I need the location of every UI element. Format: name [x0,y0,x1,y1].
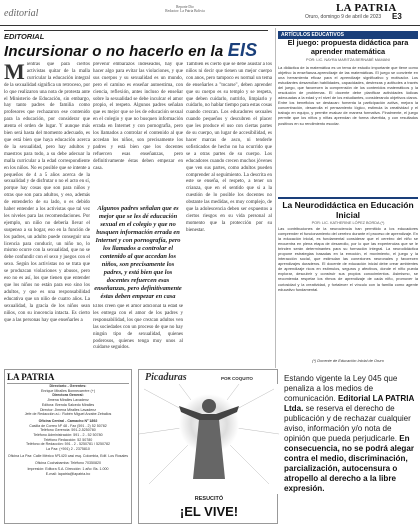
masthead-line: E-mail: lapatria@lapatria.bo [45,471,91,476]
masthead-line: Casilla de Correo Nº 48 - Fax (591 - 2) 52 50782 [29,423,107,428]
masthead-line: La Paz: (+591) 2 - 2375810 [46,447,90,452]
editorial-column-1 [4,62,90,362]
column-2-text: prevenir embarazos indeseados, hay que hacer algo para evitar las violaciones, y que sus cuerpos y su sexualidad es un mundo, pero el camino es enseñar autoestima, con ciencia, reflexión, antes incluso de enseñar sobre la sexualidad se debe inculcar el amor propio, el respeto. Algunos padres señalan que es mejor que se les de educación sexual en el colegio y que no busquen información errada en Internet y con pornografía, pero los llamados a controlar el contenido al que accedan los niños, son precisamente los padres y está bien que los docentes refuercen esas enseñanzas, pero definitivamente éstas deben empezar en casa. [93,62,183,171]
page-number: E3 [392,12,402,21]
article-headline: El juego: propuesta didáctica para aprender matemática [287,38,409,56]
column-divider [275,28,276,368]
legal-notice [284,374,418,494]
column-1-text: ientras que para ciertos activistas quitar de la malla curricular la educación integral de la sexualidad significa un retroceso, por lo que realizaron una nota de protesta ante el Ministerio de Educación, sin embargo, hay tanto padres de familia como profesores que rechazaron ese contenido para la educación, por considerar que atenta el orden de lugar. Y aunque más bien será hasta del momento adecuado, es que está bien que haya educación acerca de la sexualidad, pero hay adultos y maestros para todo, a su debe adecuar la malla curricular a la edad correspondiente en los niños. No es posible que se intente a pequeños de 4 a 5 años acerca de la sexualidad y de disfrutar o no el acto en sí, porque hay cosas que son para niños y otras que son para adultos, y eso, además de entenderlo de su lado, o es debido haber entender a los activistas que tal vez les niveles para las recomendaciones. Por ejemplo, un niño no debería llevar el suspenso a su hogar, eso en la función de los padres, un adulto puede conseguir una licencia para conducir, un niño no, lo mismo ocurre con la sexualidad, que no se debe confundir con el sexo y juegos con el sexo. Según los activistas no se trata que se produzcan violaciones y abusos, pero eso no es así, los que tienen que entender que los niños no están para eso sino los adultos, y que es una responsabilidad educativa que un niño de cuatro años. La sexualidad, la gracia de los niños sean niños, con su inocencia intacta. Es cierto que a las personas hay que enseñarles a [4,62,90,323]
masthead-line: Teléfono de Redacción: 591 - 2 - 5250781 / 5250782 [26,442,110,447]
article-byline: POR: LIC. NAYRA MARITZA BERNABÉ MAMANI [306,58,390,62]
masthead-box [4,369,132,524]
editorial-tag: EDITORIAL [4,30,268,41]
cartoon-line-2: ¡EL VIVE! [179,504,239,519]
neuro-article [278,197,418,225]
cartoon-panel [138,369,278,524]
article-body [278,65,418,193]
masthead-line: Enrique Miralles Bonnecarrère (+) [40,388,96,393]
articles-section-label: ARTÍCULOS EDUCATIVOS [278,31,418,39]
notice-bold-a: Editorial LA PATRIA Ltda. [284,394,414,413]
pull-quote: Algunos padres señalan que es mejor que se les dé educación sexual en el colegio y que no busquen información errada en Internet y con pornografía, pero los llamados a controlar el contenido al que accedan los niños, son precisamente los padres, y está bien que los docentes refuercen esas enseñanzas, pero definitivamente éstas deben empezar en casa [94,205,182,300]
neuro-body-text: Las contribuciones de la neurociencia han permitido a los educadores comprender el funcionamiento del cerebro durante el proceso de aprendizaje. En la educación inicial, es fundamental considerar que el cerebro del niño se encuentra en plena etapa de desarrollo, por lo que las experiencias que se le brinden serán determinantes para su formación integral. La neurodidáctica propone estrategias basadas en la emoción, el movimiento, el juego y la interacción social, que estimulan las conexiones neuronales y favorecen aprendizajes duraderos. El docente de educación inicial debe crear ambientes de aprendizaje ricos en estímulos, seguros y afectivos, donde el niño pueda explorar, descubrir y construir sus propios conocimientos. Asimismo, se recomienda respetar los ritmos de aprendizaje de cada niño, promover la curiosidad y la creatividad, y fortalecer el vínculo con la familia como agente educativo fundamental. [278,226,418,292]
headline-eis: EIS [227,40,258,60]
section-label: editorial [4,8,39,19]
masthead-line: Teléfono Gerencia: 591-2-5250780 [40,428,96,433]
masthead-line: Directorio - Gerentes: [49,384,87,388]
masthead-line: Impresión: Editora S.A. Dirección: 1 año: Bs. 1.000 [27,467,109,472]
drop-cap: M [4,62,25,84]
masthead-line: Director: Jimena Miralles Lavadenz [39,407,97,412]
editorial-headline [4,40,268,61]
masthead-line: Jefe de Redacción a.i.: Rubén Miguel Arzabe Zeballos [24,412,112,417]
notice-text-b: se reserva el derecho de publicación y de rechazar cualquier aviso, información y/o nota de opinión que pueda perjudicarle. [284,404,411,443]
masthead-line: Teléfono Redacción: 52 50780 [43,437,93,442]
neuro-headline: La Neurodidáctica en Educación Inicial [282,200,414,220]
masthead-line: Oficina Cochabamba: Teléfono 70350820 [34,460,102,465]
headline-text: Incursionar o no hacerlo en la [4,43,228,60]
masthead-line: Editora: Brenda Salcedo Miralles [41,402,95,407]
masthead-line: Oficina La Paz: Calle México Nº1420 casi esq. Colombia, Edif. Los Rosales [7,453,129,458]
header-credits [155,5,215,13]
column-3-text: También es cierto que se debe asustar a los niños ni decir que tienen un mejor cuerpo con anos, pero tampoco es normal un tema de enseñarles a "tocarse", deben aprender que su cuerpo es su templo y se respeta, que deben cuidarlo, nutrirlo, limpiarlo y cuidarlo, no hablar tiempo para estas cosas cuando crezcan. Los educadores sexuales cuando pequeños y descubren el placer que les produce el uso con ciertas partes de su cuerpo, un lugar de accesibilidad, es hacer marcas de asco, ni tenderle sofisticados de hecho no ha ocurrido que se a otras partes de su cuerpo. Los educadores cuando crecen muchos jóvenes que ven sus partes, como adultos pueden comprender al seguimiento. La descrita en este se enseña, el respeto, a tener un crianza, que en el sentido que si a la cuestión de lo posible los docentes no obstante las medidas, es muy complejo, de que la adolescencia deben ser expuestos a ciertos riesgos en su vida personal al momento que la protección por su bienestar. [186,62,272,233]
notice-text-a: Estando vigente la Ley 045 que penaliza a los medios de comunicación. [284,374,398,403]
masthead-line: Teléfono Administración: 591 - 2 - 52 50780 [33,433,103,438]
editorial-column-2 [93,62,183,202]
neuro-byline: POR: LIC. KATHERINE LÓPEZ BORDA (*) [311,221,385,225]
masthead-line: Oficina Central - Camacho Nº 1892 [38,418,98,423]
neuro-footer: (*) Docente de Educación Inicial de Oruro [312,358,384,363]
header-credit-line: Reporte Dio [176,5,194,9]
masthead-line: Jimena Miralles Lavadenz [47,398,89,403]
masthead-logo: LA PATRIA [7,372,129,384]
issue-date: Oruro, domingo 9 de abril de 2023 [305,14,382,20]
masthead-line: Directora General: [52,393,84,398]
cartoon-title: Picaduras [145,372,187,383]
brand-logo: LA PATRIA [336,2,397,14]
editorial-column-2-bottom [93,304,183,362]
cartoon-line-1: RESUCITÓ [194,496,224,502]
neuro-body [278,226,418,356]
header-credit-line: Redactor: La Patria Bolivia [165,9,205,14]
cartoon-credit: POR COQUITO [221,376,253,381]
notice-bold-b: En consecuencia, no se podrá alegar contra el medio, discriminación, parcialización, autocensura o atropello al derecho a la libre expresión. [284,434,414,493]
masthead-lines [7,384,129,477]
page-header [0,0,420,26]
editorial-column-3 [186,62,272,362]
column-2-bottom-text: Ellos creen que el amor adicional la edad se les entrega con el amor de los padres y responsabilidad, los que crezcan adultos ven las sociedades con un proceso de que no hay ningún tipo de sexualidad, quienes poderosos, quienes tenga muy unos al cuidarse seguidos. [93,304,183,351]
article-body-text: La didáctica de la matemática es un tema de estudio importante que tiene como objetivo la enseñanza-aprendizaje de las matemáticas. El juego se convierte en una herramienta eficaz para el aprendizaje significativo y motivador. Los estudiantes desarrollan habilidades, capacidades, destrezas y actitudes a través del juego, que favorecen la comprensión de los contenidos matemáticos y la resolución de problemas. El docente debe planificar actividades lúdicas adecuadas a la edad y el nivel de los estudiantes, considerando objetivos claros. Entre los beneficios se destacan: fomenta la participación activa, mejora la concentración, desarrolla el pensamiento lógico, estimula la creatividad y el trabajo en equipo, y permite evaluar de manera formativa. Finalmente, el juego permite que los niños y niñas aprendan de forma divertida, y con resultados positivos en su rendimiento escolar. [278,65,418,126]
risen-christ-illustration [139,384,279,494]
